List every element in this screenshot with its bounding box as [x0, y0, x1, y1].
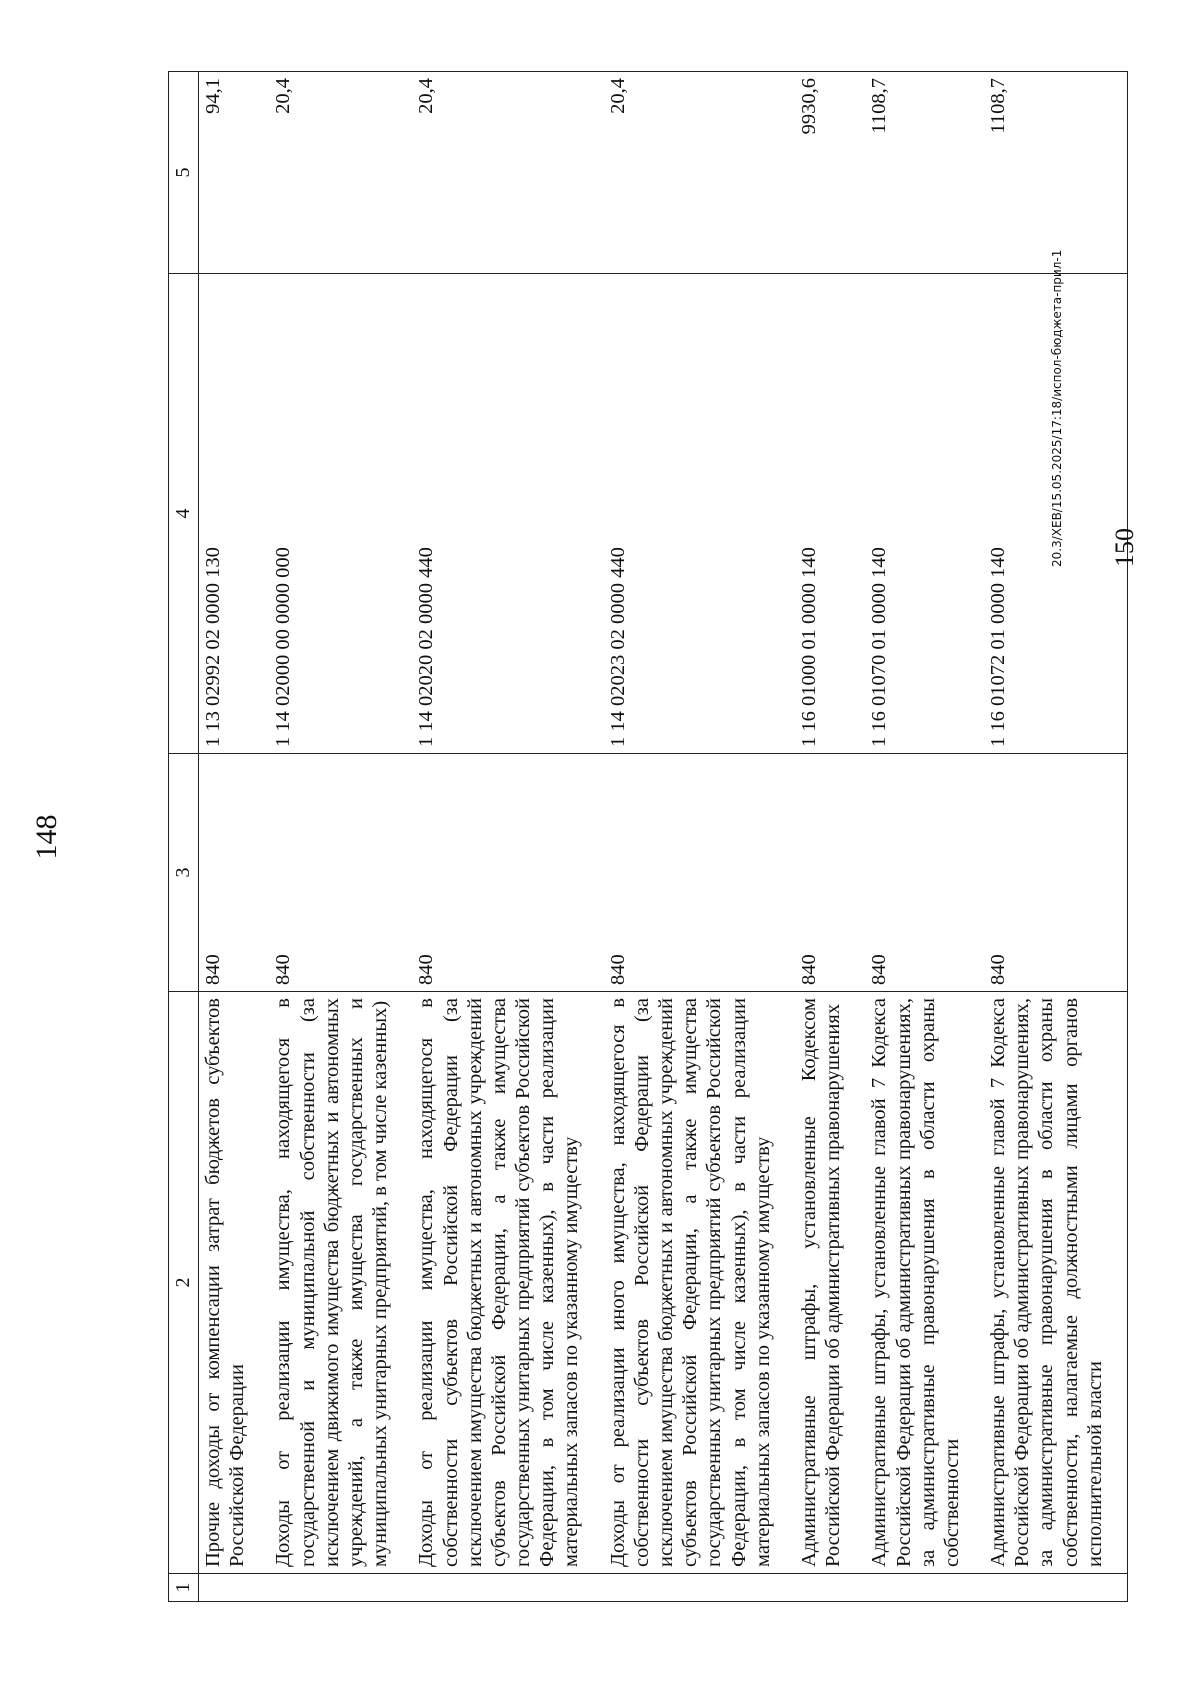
- document-stamp: 20.3/ХЕВ/15.05.2025/17:18/испол-бюджета-прил-1: [1050, 249, 1064, 567]
- column-header-2: 2: [169, 992, 199, 1574]
- amount-cell: 20,4: [269, 72, 412, 274]
- table-row: [865, 72, 984, 1602]
- row-index-cell: [199, 1574, 270, 1602]
- budget-code-cell: 1 14 02000 00 0000 000: [269, 274, 412, 754]
- table-row: [199, 72, 270, 1602]
- column-header-1: 1: [169, 1574, 199, 1602]
- amount-cell: 20,4: [412, 72, 603, 274]
- admin-code-cell: 840: [269, 754, 412, 992]
- column-header-5: 5: [169, 72, 199, 274]
- table-row: [412, 72, 603, 1602]
- admin-code-cell: 840: [795, 754, 865, 992]
- budget-code-cell: 1 13 02992 02 0000 130: [199, 274, 270, 754]
- amount-cell: 20,4: [604, 72, 795, 274]
- budget-code-cell: 1 16 01072 01 0000 140: [984, 274, 1127, 754]
- row-index-cell: [269, 1574, 412, 1602]
- amount-cell: 1108,7: [865, 72, 984, 274]
- row-index-cell: [984, 1574, 1127, 1602]
- table-row: [795, 72, 865, 1602]
- income-name-cell: Административные штрафы, установленные главой 7 Кодекса Российской Федерации об административных правонарушениях, за административные правонарушения в области охраны собственности: [865, 992, 984, 1574]
- table-row: [604, 72, 795, 1602]
- column-header-3: 3: [169, 754, 199, 992]
- row-index-cell: [865, 1574, 984, 1602]
- row-index-cell: [795, 1574, 865, 1602]
- budget-code-cell: 1 16 01070 01 0000 140: [865, 274, 984, 754]
- budget-code-cell: 1 14 02023 02 0000 440: [604, 274, 795, 754]
- income-name-cell: Доходы от реализации иного имущества, находящегося в собственности субъектов Российской Федерации (за исключением имущества бюджетных и автономных учреждений субъектов Российской Федерации, а также имущества государственных унитарных предприятий субъектов Российской Федерации, в том числе казенных), в части реализации материальных запасов по указанному имуществу: [604, 992, 795, 1574]
- income-name-cell: Доходы от реализации имущества, находящегося в собственности субъектов Российской Федерации (за исключением имущества бюджетных и автономных учреждений субъектов Российской Федерации, а также имущества государственных унитарных предприятий субъектов Российской Федерации, в том числе казенных), в части реализации материальных запасов по указанному имуществу: [412, 992, 603, 1574]
- row-index-cell: [604, 1574, 795, 1602]
- admin-code-cell: 840: [199, 754, 270, 992]
- column-header-4: 4: [169, 274, 199, 754]
- row-index-cell: [412, 1574, 603, 1602]
- amount-cell: 9930,6: [795, 72, 865, 274]
- admin-code-cell: 840: [865, 754, 984, 992]
- amount-cell: 1108,7: [984, 72, 1127, 274]
- page-number: 148: [30, 814, 63, 860]
- amount-cell: 94,1: [199, 72, 270, 274]
- table-row: [269, 72, 412, 1602]
- budget-code-cell: 1 14 02020 02 0000 440: [412, 274, 603, 754]
- admin-code-cell: 840: [604, 754, 795, 992]
- income-table: [168, 71, 1128, 1602]
- income-name-cell: Доходы от реализации имущества, находящегося в государственной и муниципальной собственности (за исключением движимого имущества бюджетных и автономных учреждений, а также имущества государственных и муниципальных унитарных предприятий, в том числе казенных): [269, 992, 412, 1574]
- income-name-cell: Административные штрафы, установленные Кодексом Российской Федерации об административных правонарушениях: [795, 992, 865, 1574]
- budget-code-cell: 1 16 01000 01 0000 140: [795, 274, 865, 754]
- header-row: [169, 72, 199, 1602]
- admin-code-cell: 840: [984, 754, 1127, 992]
- admin-code-cell: 840: [412, 754, 603, 992]
- income-name-cell: Прочие доходы от компенсации затрат бюджетов субъектов Российской Федерации: [199, 992, 270, 1574]
- income-name-cell: Административные штрафы, установленные главой 7 Кодекса Российской Федерации об административных правонарушениях, за административные правонарушения в области охраны собственности, налагаемые должностными лицами органов исполнительной власти: [984, 992, 1127, 1574]
- sheet-number: 150: [1110, 528, 1139, 567]
